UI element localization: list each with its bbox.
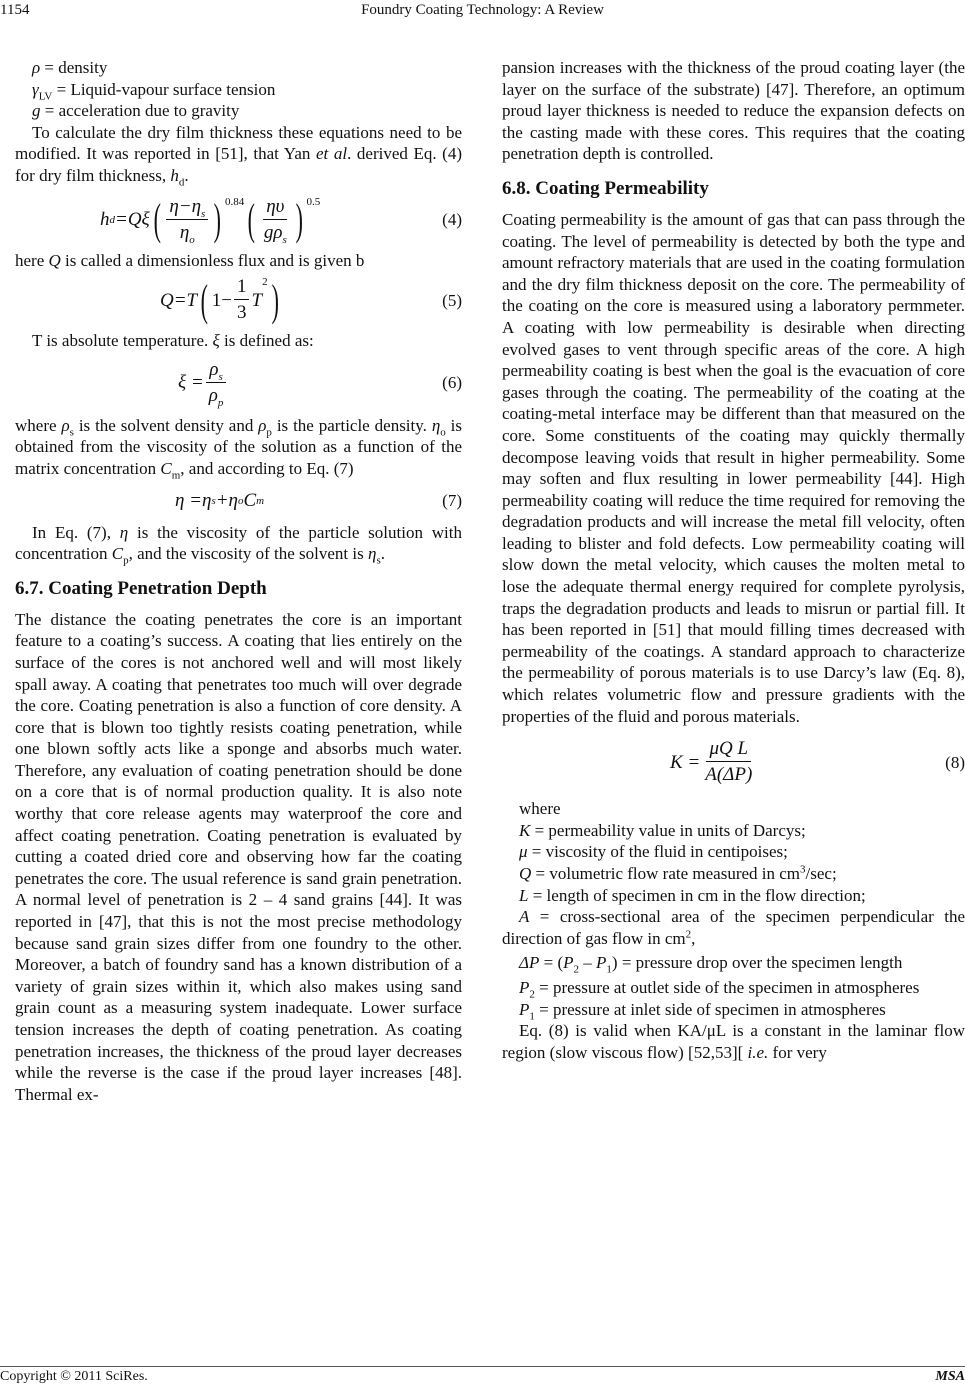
page-number: 1154 — [0, 2, 30, 18]
equation-7: η =η s +η o C m (7) — [15, 488, 462, 514]
text-run: et al — [316, 144, 348, 164]
text-run: Q — [48, 250, 61, 270]
text-run: p — [123, 554, 129, 567]
text-run: η — [431, 415, 441, 435]
text-run: LV — [38, 89, 53, 102]
text-run: = ( — [539, 953, 564, 973]
text-run: . — [184, 165, 189, 185]
equation-number: (6) — [442, 373, 462, 393]
text-run: μ — [519, 842, 528, 862]
text-run: 1 — [529, 1009, 535, 1022]
text-run: 2 — [529, 988, 535, 1001]
text-run: Eq. (8) is valid when KA/μL is a constant in the laminar flow region (slow viscous flow) [52,53][ — [502, 1021, 965, 1062]
text-run: s — [69, 426, 74, 439]
eq-token: s — [282, 233, 287, 246]
equation-8 — [502, 737, 965, 788]
text-run: d — [178, 176, 185, 189]
text-run: = density — [40, 58, 108, 77]
page-header — [0, 0, 965, 22]
text-run: γ — [32, 79, 39, 99]
text-run: = cross-sectional area of the specimen perpendicular the direction of gas flow in cm — [502, 907, 965, 948]
paragraph — [15, 609, 462, 1106]
left-column — [15, 57, 462, 1366]
text-run: = pressure at outlet side of the specimen in atmospheres — [534, 977, 920, 997]
eq-token: o — [189, 233, 195, 246]
definition-item — [502, 820, 965, 842]
text-run: Q — [519, 864, 532, 883]
definition-item — [502, 863, 965, 885]
paragraph — [502, 209, 965, 727]
text-run: is the solvent density and — [73, 415, 259, 435]
text-run: C — [111, 544, 124, 564]
definition-gamma — [15, 79, 462, 101]
text-run: for very — [768, 1042, 827, 1062]
eq-token: 1 — [234, 275, 250, 300]
text-run: i.e. — [747, 1042, 769, 1062]
text-run: is defined as: — [219, 331, 314, 351]
where-label: where — [519, 799, 561, 819]
text-run: A — [519, 907, 530, 927]
text-run: pansion increases with the thickness of the proud coating layer (the layer on the surface of the substrate) [47]. Therefore, an optimum proud layer thickness is needed to reduce the expansion defects on the casting made with these cores. This requires that the coating penetration depth is controlled. — [502, 58, 965, 164]
eq-token: =Qξ — [115, 209, 150, 231]
text-run: p — [266, 426, 272, 439]
paragraph — [15, 250, 462, 272]
eq-token: +η — [215, 489, 238, 511]
eq-token: 3 — [236, 302, 247, 324]
text-run: = viscosity of the fluid in centipoises; — [527, 842, 788, 862]
eq-token: η =η — [175, 489, 212, 511]
text-run: 1 — [606, 963, 612, 976]
paragraph — [502, 57, 965, 165]
text-run: The distance the coating penetrates the core is an important feature to a coating’s success. A coating that lies entirely on the surface of the cores is not anchored well and will most likely spall away. A coating that penetrates too much will over degrade the core. Coating penetration is also a function of core density. A core that is blown too tightly resists coating penetration, while one blown softly acts like a sponge and absorbs much water. Therefore, any evaluation of coating penetration should be done on a core that is of normal production quality. It is also note worthy that core release agents may waterproof the core and affect coating penetration. Coating penetration is evaluated by cutting a coated dried core and observing how far the coating penetrates the core. The usual reference is sand grain penetration. A normal level of penetration is 2 – 4 sand grains [44]. It was reported in [47], that this is not the most precise methodology because sand grain sizes differ from one foundry to the other. Moreover, a batch of foundry sand has a known distribution of a variety of grain sizes within it, which also makes using sand grain count as a measuring system inadequate. Lower surface tension increases the depth of coating penetration. As coating penetration increases, the thickness of the proud layer decreases while the reverse is the case if the proud layer increases [48]. Thermal ex- — [15, 609, 462, 1104]
text-run: g — [32, 101, 41, 121]
text-run: In Eq. (7), — [32, 522, 120, 542]
text-run: h — [170, 165, 179, 185]
right-column — [502, 57, 965, 1366]
text-run: P — [519, 977, 530, 997]
text-run: is obtained from the viscosity of the solution as a function of the matrix concentration — [15, 415, 463, 478]
section-heading-6-8: 6.8. Coating Permeability — [502, 177, 709, 199]
eq-token: ξ = — [178, 372, 204, 394]
text-run: . — [380, 544, 385, 564]
eq-token: ρ — [208, 384, 218, 406]
journal-name: MSA — [935, 1369, 965, 1384]
text-run: = volumetric flow rate measured in cm — [531, 864, 801, 883]
text-run: ρ — [258, 415, 267, 435]
text-run: = permeability value in units of Darcys; — [530, 820, 806, 840]
definition-rho — [15, 57, 462, 79]
text-run: here — [15, 250, 49, 270]
eq-token: h — [100, 209, 110, 231]
text-run: = pressure at inlet side of specimen in atmospheres — [534, 999, 886, 1019]
equation-5: Q=T ( 1− $\frac{1}{3}$ T 2 ) (5) — [160, 275, 462, 325]
equation-number: (8) — [945, 752, 965, 772]
text-run: P — [519, 999, 530, 1019]
equation-6 — [15, 358, 462, 409]
text-run: . derived Eq. (4) for dry film thickness, — [15, 144, 462, 185]
text-run: – — [579, 953, 597, 973]
eq-token: Q=T — [160, 289, 198, 311]
eq-token: ρ — [209, 358, 219, 380]
text-run: ξ — [212, 331, 220, 351]
text-run: ΔP — [519, 953, 540, 973]
eq-token: η — [179, 221, 190, 243]
equation-number: (4) — [442, 210, 462, 230]
eq-exponent: 0.5 — [306, 195, 321, 208]
text-run: P — [596, 953, 607, 973]
text-run: , and according to Eq. (7) — [180, 458, 354, 478]
definition-item — [502, 885, 965, 907]
text-run: is called a dimensionless flux and is given b — [60, 250, 365, 270]
copyright: Copyright © 2011 SciRes. — [0, 1369, 148, 1384]
definition-item — [502, 906, 965, 949]
definition-g — [15, 100, 462, 122]
text-run: = acceleration due to gravity — [40, 101, 240, 121]
definition-item — [502, 952, 965, 974]
two-column-body — [0, 22, 965, 1366]
text-run: = length of specimen in cm in the flow direction; — [528, 885, 866, 905]
text-run: where — [15, 415, 62, 435]
paragraph — [502, 1020, 965, 1063]
paragraph — [15, 330, 462, 352]
eq-token: A(ΔP) — [705, 764, 753, 786]
eq-token: 2 — [262, 276, 268, 289]
text-run: T is absolute temperature. — [32, 331, 213, 351]
text-run: η — [119, 522, 129, 542]
equation-4: h d =Qξ ( $\frac{\eta-\eta_s}{\eta_o}$ ) 0.84 ( $\frac{\eta\upsilon}{g\rho_s}$ ) 0.5 (4) — [100, 195, 462, 246]
text-run: P — [563, 953, 574, 973]
eq-token: T — [251, 289, 263, 311]
text-run: is the viscosity of the particle solution with concentration — [15, 522, 462, 564]
text-run: η — [368, 544, 377, 564]
text-run: , and the viscosity of the solvent is — [128, 544, 368, 564]
paragraph — [15, 522, 462, 565]
text-run: = Liquid-vapour surface tension — [52, 79, 276, 99]
eq-token: s — [218, 370, 223, 383]
eq-token: s — [201, 207, 206, 220]
eq-token: gρ — [263, 221, 283, 243]
text-run: 2 — [685, 928, 692, 941]
definition-item — [502, 841, 965, 863]
text-run: ρ — [32, 58, 41, 77]
text-run: L — [519, 885, 529, 905]
text-run: ) = pressure drop over the specimen length — [611, 953, 903, 973]
eq-token: K = — [670, 751, 701, 773]
definition-item — [502, 999, 965, 1021]
text-run: To calculate the dry film thickness these equations need to be modified. It was reported in [51], that Yan — [15, 122, 462, 164]
eq-token: η−η — [169, 195, 202, 217]
text-run: 2 — [573, 963, 580, 976]
definition-item — [502, 977, 965, 999]
text-run: 3 — [800, 863, 806, 876]
text-run: o — [440, 426, 446, 439]
eq-exponent: 0.84 — [224, 195, 245, 208]
eq-token: μQ L — [706, 737, 751, 762]
section-heading-6-7: 6.7. Coating Penetration Depth — [15, 577, 267, 599]
text-run: K — [519, 820, 531, 840]
text-run: m — [171, 469, 181, 482]
text-run: Coating permeability is the amount of gas that can pass through the coating. The level of permeability is detected by both the type and amount refractory materials that are used in the coating formulation and the dry film thickness deposit on the core. The permeability of the coating on the core is measured using a laboratory permmeter. A coating with low permeability is desirable when directing evolved gases to vent through specific areas of the core. A high permeability coating is best when the goal is the evacuation of core gases through the coating. The permeability of the coating at the coating-metal interface may be different than that measured on the core. Some constituents of the coating may quickly thermally decompose leaving voids that result in higher permeability. Some may soften and flux resulting in lower permeability [44]. High permeability coating will reduce the time required for removing the degradation products and will increase the metal fill velocity, often leading to blister and fold defects. Low permeability coating will slow down the metal velocity, which causes the molten metal to lose the adequate thermal energy required for complete pyrolysis, traps the degradation products and leads to misrun or partial fill. It has been reported in [51] that mould filling times decreased with permeability of the coatings. A standard approach to characterize the permeability of porous materials is to use Darcy’s law (Eq. 8), which relates volumetric flow and pressure gradients with the properties of the fluid and porous materials. — [502, 209, 965, 726]
text-run: is the particle density. — [271, 415, 432, 435]
text-run: s — [376, 554, 381, 567]
eq-token: p — [217, 396, 224, 409]
equation-number: (5) — [442, 290, 462, 310]
text-run: , — [691, 928, 696, 948]
paragraph — [15, 415, 462, 480]
eq-token: ηυ — [263, 195, 287, 220]
equation-number: (7) — [442, 490, 462, 510]
text-run: C — [160, 458, 172, 478]
text-run: /sec; — [805, 864, 837, 883]
text-run: ρ — [61, 415, 70, 435]
eq-token: C — [243, 489, 257, 511]
running-title: Foundry Coating Technology: A Review — [361, 2, 604, 18]
eq-token: 1− — [211, 289, 232, 311]
page-footer — [0, 1366, 965, 1386]
paragraph — [15, 122, 462, 187]
